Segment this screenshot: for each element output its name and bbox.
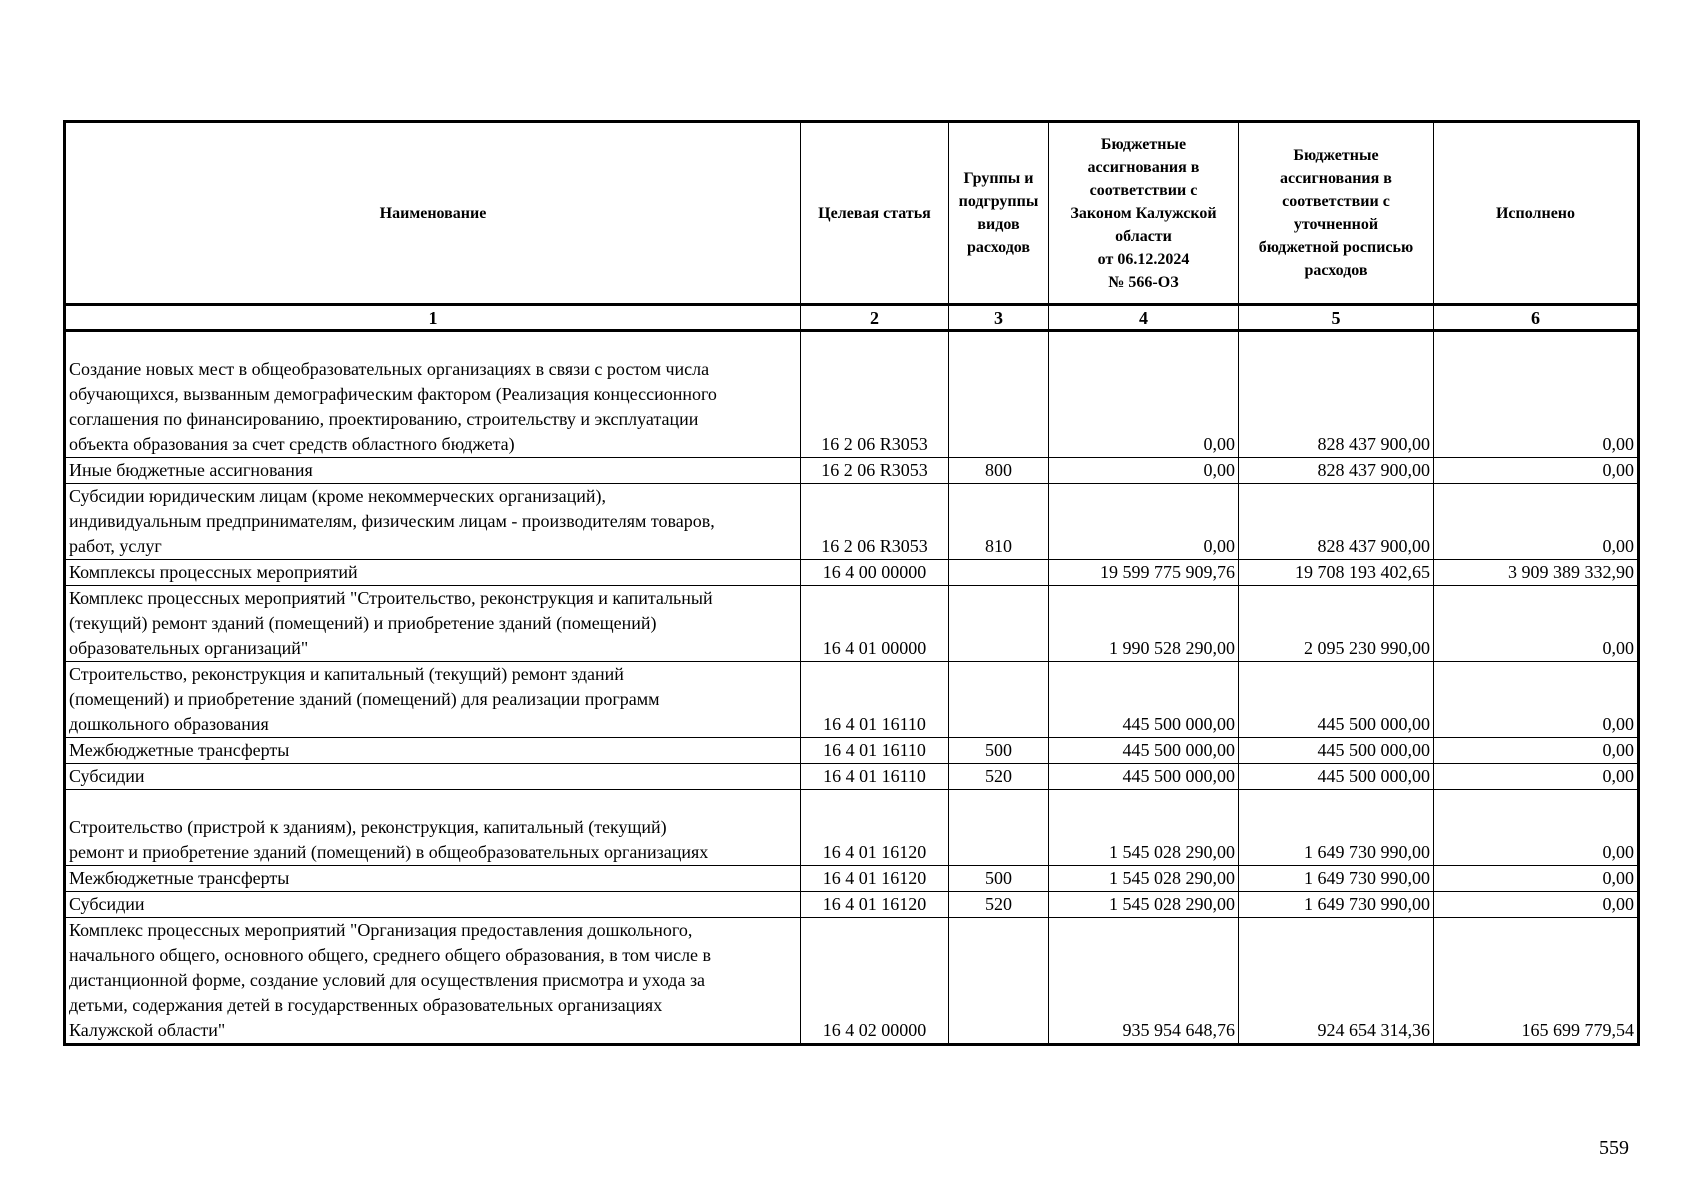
header-law-allocations-line: Законом Калужской [1070, 204, 1217, 222]
executed-cell: 0,00 [1434, 866, 1639, 892]
row-name-line: Комплексы процессных мероприятий [69, 562, 358, 582]
column-number: 4 [1049, 305, 1239, 331]
header-refined-allocations-line: бюджетной росписью [1258, 239, 1414, 256]
table-row [65, 790, 1639, 866]
header-name: Наименование [65, 122, 801, 305]
refined-allocation-cell: 445 500 000,00 [1239, 764, 1434, 790]
target-article-cell: 16 2 06 R3053 [801, 331, 949, 458]
header-target-article: Целевая статья [801, 122, 949, 305]
row-name-line: Субсидии [69, 894, 145, 914]
row-name-line: соглашения по финансированию, проектированию, строительству и эксплуатации [69, 409, 699, 429]
row-name-line: Субсидии юридическим лицам (кроме некоммерческих организаций), [69, 486, 606, 506]
row-name-line: Межбюджетные трансферты [69, 868, 290, 888]
header-law-allocations [1049, 122, 1239, 305]
row-name-line: (текущий) ремонт зданий (помещений) и приобретение зданий (помещений) [69, 613, 657, 633]
target-article-cell: 16 4 01 16110 [801, 738, 949, 764]
row-name-line: Комплекс процессных мероприятий "Строительство, реконструкция и капитальный [69, 588, 713, 608]
row-spacer [69, 790, 797, 815]
header-refined-allocations-line: ассигнования в [1280, 170, 1392, 187]
refined-allocation-cell: 1 649 730 990,00 [1239, 892, 1434, 918]
expense-group-cell [949, 918, 1049, 1045]
row-name [65, 331, 801, 458]
row-name-line: Строительство (пристрой к зданиям), реконструкция, капитальный (текущий) [69, 817, 667, 837]
executed-cell: 0,00 [1434, 764, 1639, 790]
header-law-allocations-line: соответствии с [1089, 181, 1198, 199]
row-spacer [69, 332, 797, 357]
row-name [65, 560, 801, 586]
row-name-line: ремонт и приобретение зданий (помещений) в общеобразовательных организациях [69, 842, 709, 862]
law-allocation-cell: 1 545 028 290,00 [1049, 892, 1239, 918]
expense-group-cell: 810 [949, 484, 1049, 560]
law-allocation-cell: 0,00 [1049, 331, 1239, 458]
law-allocation-cell: 1 545 028 290,00 [1049, 866, 1239, 892]
row-name-line: детьми, содержания детей в государственных образовательных организациях [69, 995, 663, 1015]
row-name [65, 586, 801, 662]
expense-group-cell: 520 [949, 892, 1049, 918]
table-row [65, 662, 1639, 738]
header-refined-allocations-line: соответствии с [1282, 193, 1390, 210]
table-row [65, 458, 1639, 484]
table-row [65, 866, 1639, 892]
target-article-cell: 16 4 01 16120 [801, 790, 949, 866]
header-law-allocations-line: области [1115, 227, 1172, 245]
row-name-line: Строительство, реконструкция и капитальный (текущий) ремонт зданий [69, 664, 624, 684]
law-allocation-cell: 445 500 000,00 [1049, 738, 1239, 764]
row-name-line: образовательных организаций" [69, 638, 309, 658]
refined-allocation-cell: 19 708 193 402,65 [1239, 560, 1434, 586]
expense-group-cell: 800 [949, 458, 1049, 484]
header-law-allocations-line: от 06.12.2024 [1097, 250, 1190, 268]
table-row [65, 586, 1639, 662]
expense-group-cell [949, 790, 1049, 866]
law-allocation-cell: 19 599 775 909,76 [1049, 560, 1239, 586]
page-number: 559 [1599, 1137, 1629, 1159]
table-row [65, 892, 1639, 918]
expense-group-cell [949, 560, 1049, 586]
row-name-line: объекта образования за счет средств областного бюджета) [69, 434, 515, 454]
executed-cell: 0,00 [1434, 331, 1639, 458]
table-row [65, 331, 1639, 458]
law-allocation-cell: 1 990 528 290,00 [1049, 586, 1239, 662]
refined-allocation-cell: 445 500 000,00 [1239, 662, 1434, 738]
law-allocation-cell: 1 545 028 290,00 [1049, 790, 1239, 866]
header-expense-groups: Группы и подгруппы видов расходов [949, 122, 1049, 305]
executed-cell: 0,00 [1434, 662, 1639, 738]
header-refined-allocations-line: Бюджетные [1293, 147, 1379, 164]
header-executed: Исполнено [1434, 122, 1639, 305]
executed-cell: 0,00 [1434, 458, 1639, 484]
target-article-cell: 16 4 01 16110 [801, 662, 949, 738]
header-refined-allocations-line: уточненной [1293, 216, 1379, 233]
expense-group-cell: 520 [949, 764, 1049, 790]
refined-allocation-cell: 828 437 900,00 [1239, 458, 1434, 484]
row-name-line: начального общего, основного общего, среднего общего образования, в том числе в [69, 945, 712, 965]
row-name [65, 892, 801, 918]
column-number: 2 [801, 305, 949, 331]
table-row [65, 738, 1639, 764]
row-name [65, 790, 801, 866]
expense-group-cell: 500 [949, 866, 1049, 892]
target-article-cell: 16 4 01 00000 [801, 586, 949, 662]
column-number: 5 [1239, 305, 1434, 331]
row-name [65, 738, 801, 764]
budget-table [63, 120, 1640, 1046]
target-article-cell: 16 4 02 00000 [801, 918, 949, 1045]
row-name [65, 662, 801, 738]
refined-allocation-cell: 1 649 730 990,00 [1239, 866, 1434, 892]
header-law-allocations-line: ассигнования в [1087, 158, 1200, 176]
header-law-allocations-line: № 566-ОЗ [1108, 273, 1179, 291]
row-name-line: индивидуальным предпринимателям, физическим лицам - производителям товаров, [69, 511, 715, 531]
row-name-line: Создание новых мест в общеобразовательных организациях в связи с ростом числа [69, 359, 710, 379]
table-row [65, 560, 1639, 586]
header-law-allocations-line: Бюджетные [1100, 135, 1187, 153]
row-name-line: Комплекс процессных мероприятий "Организация предоставления дошкольного, [69, 920, 693, 940]
law-allocation-cell: 0,00 [1049, 458, 1239, 484]
target-article-cell: 16 2 06 R3053 [801, 458, 949, 484]
law-allocation-cell: 0,00 [1049, 484, 1239, 560]
executed-cell: 0,00 [1434, 586, 1639, 662]
target-article-cell: 16 4 01 16120 [801, 866, 949, 892]
refined-allocation-cell: 1 649 730 990,00 [1239, 790, 1434, 866]
row-name-line: Калужской области" [69, 1020, 226, 1040]
executed-cell: 3 909 389 332,90 [1434, 560, 1639, 586]
header-refined-allocations-line: расходов [1304, 262, 1368, 279]
expense-group-cell [949, 662, 1049, 738]
row-name [65, 918, 801, 1045]
law-allocation-cell: 445 500 000,00 [1049, 662, 1239, 738]
header-refined-allocations [1239, 122, 1434, 305]
executed-cell: 0,00 [1434, 738, 1639, 764]
column-number: 1 [65, 305, 801, 331]
column-number: 6 [1434, 305, 1639, 331]
column-number-row [65, 305, 1639, 331]
executed-cell: 0,00 [1434, 484, 1639, 560]
target-article-cell: 16 4 01 16120 [801, 892, 949, 918]
expense-group-cell: 500 [949, 738, 1049, 764]
expense-group-cell [949, 586, 1049, 662]
row-name-line: обучающихся, вызванным демографическим фактором (Реализация концессионного [69, 384, 717, 404]
refined-allocation-cell: 445 500 000,00 [1239, 738, 1434, 764]
row-name-line: Иные бюджетные ассигнования [69, 460, 313, 480]
target-article-cell: 16 4 00 00000 [801, 560, 949, 586]
table-row [65, 764, 1639, 790]
expense-group-cell [949, 331, 1049, 458]
row-name-line: дистанционной форме, создание условий для осуществления присмотра и ухода за [69, 970, 706, 990]
header-row [65, 122, 1639, 305]
refined-allocation-cell: 828 437 900,00 [1239, 484, 1434, 560]
law-allocation-cell: 935 954 648,76 [1049, 918, 1239, 1045]
target-article-cell: 16 4 01 16110 [801, 764, 949, 790]
refined-allocation-cell: 924 654 314,36 [1239, 918, 1434, 1045]
target-article-cell: 16 2 06 R3053 [801, 484, 949, 560]
executed-cell: 0,00 [1434, 892, 1639, 918]
refined-allocation-cell: 828 437 900,00 [1239, 331, 1434, 458]
row-name-line: (помещений) и приобретение зданий (помещений) для реализации программ [69, 689, 660, 709]
law-allocation-cell: 445 500 000,00 [1049, 764, 1239, 790]
row-name-line: Субсидии [69, 766, 145, 786]
row-name-line: работ, услуг [69, 536, 162, 556]
row-name [65, 458, 801, 484]
row-name [65, 484, 801, 560]
executed-cell: 165 699 779,54 [1434, 918, 1639, 1045]
row-name-line: Межбюджетные трансферты [69, 740, 290, 760]
column-number: 3 [949, 305, 1049, 331]
row-name [65, 866, 801, 892]
table-row [65, 484, 1639, 560]
executed-cell: 0,00 [1434, 790, 1639, 866]
refined-allocation-cell: 2 095 230 990,00 [1239, 586, 1434, 662]
row-name-line: дошкольного образования [69, 714, 269, 734]
row-name [65, 764, 801, 790]
table-row [65, 918, 1639, 1045]
